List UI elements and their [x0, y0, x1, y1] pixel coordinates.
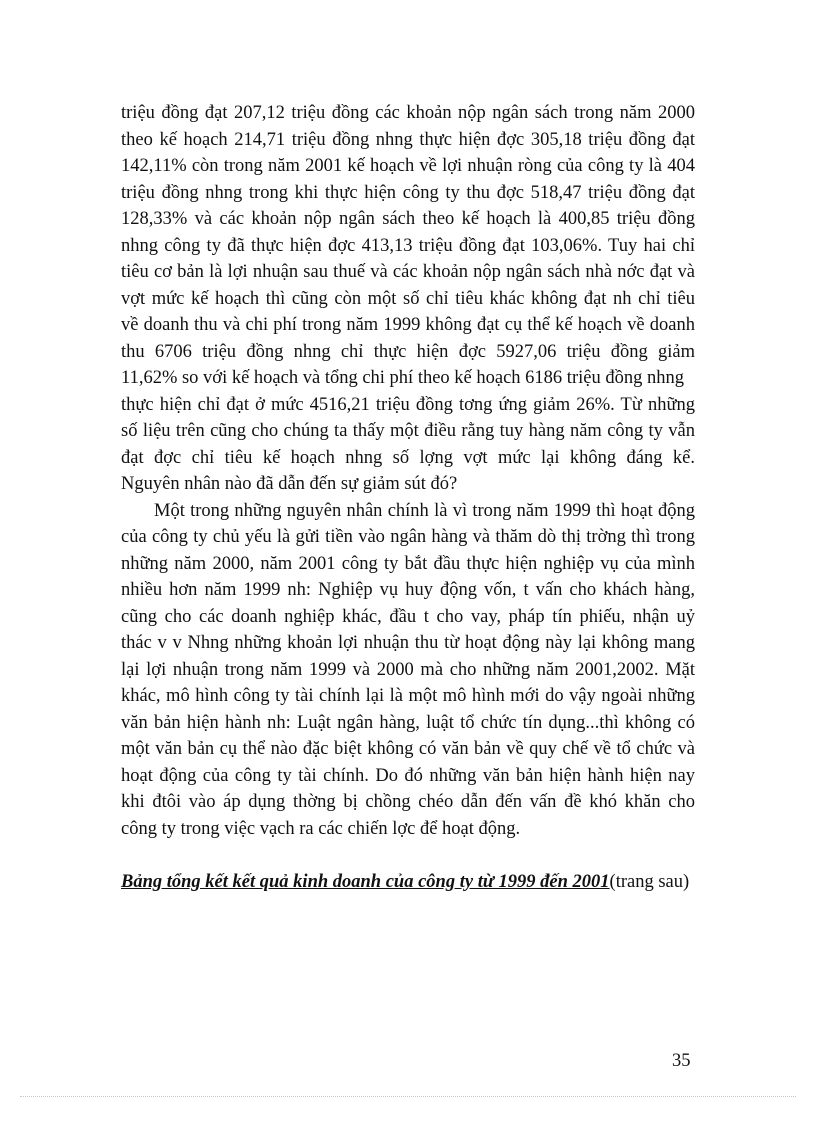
text-line: công ty trong việc vạch ra các chiến lợc để hoạt động. — [121, 818, 521, 839]
text-line: thực hiện chỉ đạt ở mức 4516,21 triệu đồng tơng ứng giảm 26%. Từ những — [121, 394, 695, 415]
table-caption — [121, 872, 701, 893]
text-line: hoạt động của công ty tài chính. Do đó những văn bản hiện hành hiện nay — [121, 765, 695, 786]
page-bottom-rule — [20, 1096, 796, 1097]
text-line: Một trong những nguyên nhân chính là vì trong năm 1999 thì hoạt động — [154, 500, 695, 521]
text-line: vợt mức kế hoạch thì cũng còn một số chỉ tiêu khác không đạt nh chỉ tiêu — [121, 288, 695, 309]
text-line: triệu đồng đạt 207,12 triệu đồng các khoản nộp ngân sách trong năm 2000 — [121, 103, 695, 123]
text-line: một văn bản cụ thể nào đặc biệt không có văn bản về quy chế về tổ chức và — [121, 739, 695, 759]
text-line: theo kế hoạch 214,71 triệu đồng nhng thực hiện đợc 305,18 triệu đồng đạt — [121, 129, 695, 150]
text-line: thu 6706 triệu đồng nhng chỉ thực hiện đợc 5927,06 triệu đồng giảm — [121, 341, 695, 362]
text-line: 142,11% còn trong năm 2001 kế hoạch về lợi nhuận ròng của công ty là 404 — [121, 156, 695, 176]
text-line: triệu đồng nhng trong khi thực hiện công ty thu đợc 518,47 triệu đồng đạt — [121, 182, 695, 203]
text-line: nhiều hơn năm 1999 nh: Nghiệp vụ huy động vốn, t vấn cho khách hàng, — [121, 580, 695, 600]
caption-note: (trang sau) — [609, 872, 690, 892]
text-line: tiêu cơ bản là lợi nhuận sau thuế và các khoản nộp ngân sách nhà nớc đạt và — [121, 262, 695, 282]
text-line: văn bản hiện hành nh: Luật ngân hàng, luật tổ chức tín dụng...thì không có — [121, 712, 695, 733]
text-line: khi đtôi vào áp dụng thờng bị chồng chéo dẫn đến vấn đề khó khăn cho — [121, 792, 695, 812]
text-line: về doanh thu và chi phí trong năm 1999 không đạt cụ thể kế hoạch về doanh — [121, 315, 695, 335]
page-number: 35 — [672, 1051, 691, 1071]
text-line: đạt đợc chỉ tiêu kế hoạch nhng số lợng vợt mức lại không đáng kể. — [121, 447, 695, 468]
text-line: thác v v Nhng những khoản lợi nhuận thu từ hoạt động này lại không mang — [121, 633, 695, 653]
text-line: nhng công ty đã thực hiện đợc 413,13 triệu đồng đạt 103,06%. Tuy hai chỉ — [121, 235, 695, 256]
text-line: 11,62% so với kế hoạch và tổng chi phí theo kế hoạch 6186 triệu đồng nhng — [121, 368, 684, 388]
text-line: cũng cho các doanh nghiệp khác, đầu t cho vay, pháp tín phiếu, nhận uỷ — [121, 606, 695, 627]
text-line: Nguyên nhân nào đã dẫn đến sự giảm sút đó? — [121, 474, 458, 494]
text-line: của công ty chủ yếu là gửi tiền vào ngân hàng và thăm dò thị trờng thì trong — [121, 527, 695, 547]
caption-title: Bảng tổng kết kết quả kinh doanh của công ty từ 1999 đến 2001 — [121, 872, 610, 892]
text-line: 128,33% và các khoản nộp ngân sách theo kế hoạch là 400,85 triệu đồng — [121, 209, 695, 229]
body-text — [121, 100, 695, 842]
text-line: những năm 2000, năm 2001 công ty bắt đầu thực hiện nghiệp vụ của mình — [121, 553, 695, 574]
text-line: lại lợi nhuận trong năm 1999 và 2000 mà cho những năm 2001,2002. Mặt — [121, 659, 695, 680]
text-line: số liệu trên cũng cho chúng ta thấy một điều rằng tuy hàng năm công ty vẫn — [121, 421, 695, 441]
text-line: khác, mô hình công ty tài chính lại là một mô hình mới do vậy ngoài những — [121, 686, 695, 706]
